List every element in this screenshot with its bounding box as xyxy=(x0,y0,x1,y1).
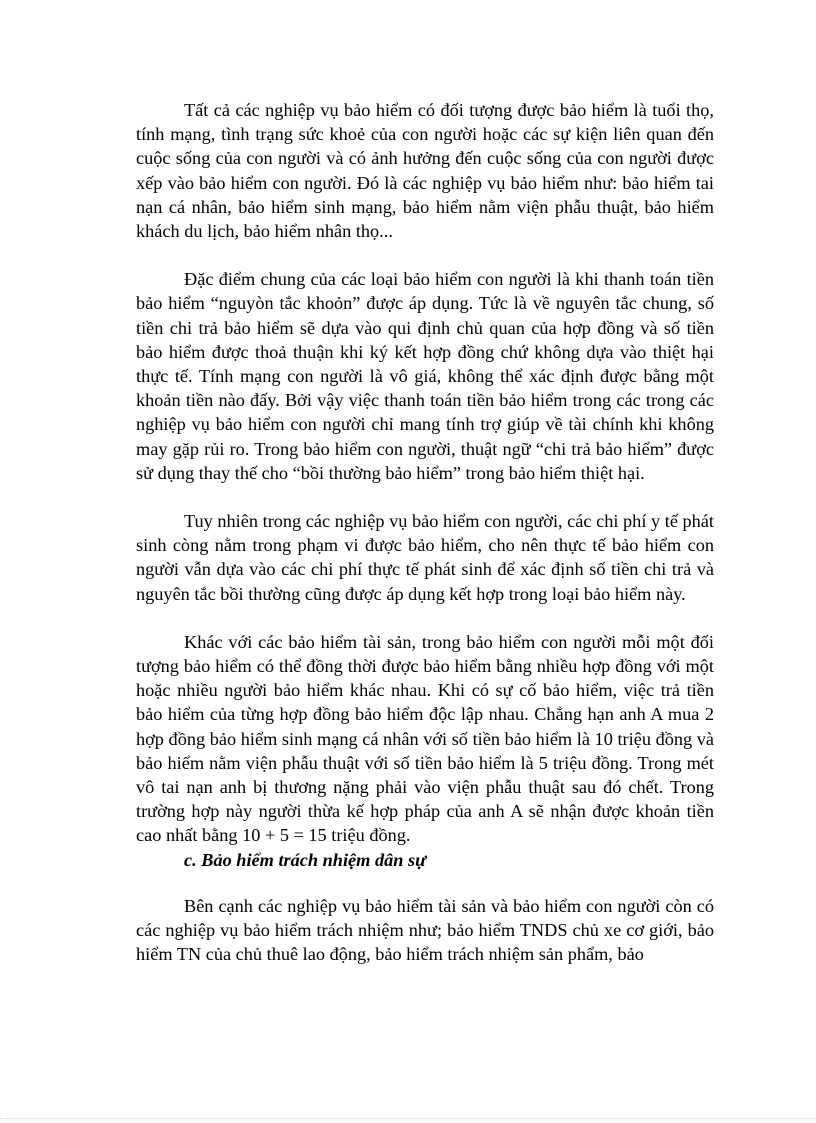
paragraph-common-characteristics: Đặc điểm chung của các loại bảo hiểm con người là khi thanh toán tiền bảo hiểm “nguyòn tắc khoỏn” được áp dụng. Tức là về nguyên tắc chung, số tiền chi trả bảo hiểm sẽ dựa vào qui định chủ quan của hợp đồng và số tiền bảo hiểm được thoả thuận khi ký kết hợp đồng chứ không dựa vào thiệt hại thực tế. Tính mạng con người là vô giá, không thể xác định được bằng một khoản tiền nào đấy. Bởi vậy việc thanh toán tiền bảo hiểm trong các trong các nghiệp vụ bảo hiểm con người chỉ mang tính trợ giúp về tài chính khi không may gặp rủi ro. Trong bảo hiểm con người, thuật ngữ “chi trả bảo hiểm” được sử dụng thay thế cho “bồi thường bảo hiểm” trong bảo hiểm thiệt hại. xyxy=(136,269,714,483)
paragraph-human-insurance-definition: Tất cả các nghiệp vụ bảo hiểm có đối tượng được bảo hiểm là tuổi thọ, tính mạng, tình trạng sức khoẻ của con người hoặc các sự kiện liên quan đến cuộc sống của con người và có ảnh hưởng đến cuộc sống của con người được xếp vào bảo hiểm con người. Đó là các nghiệp vụ bảo hiểm như: bảo hiểm tai nạn cá nhân, bảo hiểm sinh mạng, bảo hiểm nằm viện phẫu thuật, bảo hiểm khách du lịch, bảo hiểm nhân thọ... xyxy=(136,100,714,242)
paragraph-multiple-contracts: Khác với các bảo hiểm tài sản, trong bảo hiểm con người mỗi một đối tượng bảo hiểm có thể đồng thời được bảo hiểm bằng nhiều hợp đồng với một hoặc nhiều người bảo hiểm khác nhau. Khi có sự cố bảo hiểm, việc trả tiền bảo hiểm của từng hợp đồng bảo hiểm độc lập nhau. Chẳng hạn anh A mua 2 hợp đồng bảo hiểm sinh mạng cá nhân với số tiền bảo hiểm là 10 triệu đồng và bảo hiểm nằm viện phẫu thuật với số tiền bảo hiểm là 5 triệu đồng. Trong mét vô tai nạn anh bị thương nặng phải vào viện phẫu thuật sau đó chết. Trong trường hợp này người thừa kế hợp pháp của anh A sẽ nhận được khoản tiền cao nhất bằng 10 + 5 = 15 triệu đồng. xyxy=(136,631,714,846)
paragraph-medical-costs: Tuy nhiên trong các nghiệp vụ bảo hiểm con người, các chi phí y tế phát sinh còng nằm trong phạm vi được bảo hiểm, cho nên thực tế bảo hiểm con người vẫn dựa vào các chi phí thực tế phát sinh để xác định số tiền chi trả và nguyên tắc bồi thường cũng được áp dụng kết hợp trong loại bảo hiểm này. xyxy=(136,511,714,604)
section-heading-civil-liability: c. Bảo hiểm trách nhiệm dân sự xyxy=(184,849,427,870)
paragraph-liability-intro: Bên cạnh các nghiệp vụ bảo hiểm tài sản và bảo hiểm con người còn có các nghiệp vụ bảo hiểm trách nhiệm như; bảo hiểm TNDS chủ xe cơ giới, bảo hiểm TN của chủ thuê lao động, bảo hiểm trách nhiệm sản phẩm, bảo xyxy=(136,895,714,965)
page-bottom-divider xyxy=(0,1118,816,1119)
document-page xyxy=(136,98,714,991)
